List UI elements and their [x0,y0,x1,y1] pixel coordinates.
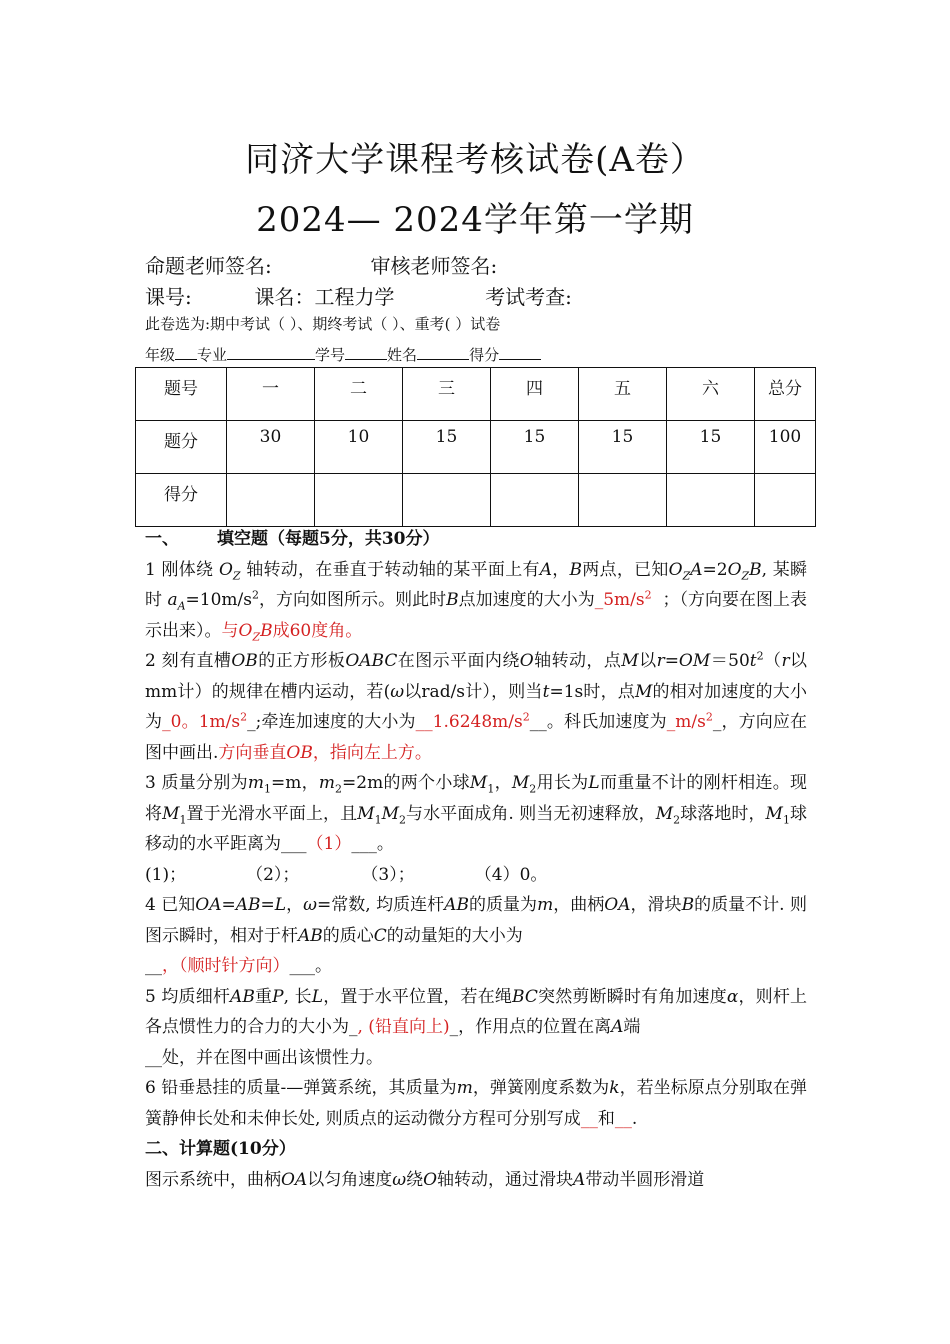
section1-heading [145,524,807,555]
score-table [135,367,816,527]
table-cell: 100 [755,421,816,474]
grade-blank[interactable] [175,343,197,360]
table-cell: 10 [315,421,403,474]
question-1: 1 刚体绕 $O_Z$ 轴转动，在垂直于转动轴的某平面上有A，B两点，已知$O_ZA=2O_ZB$, 某瞬时 $a_A=10m/s^2$，方向如图所示。则此时B点加速度的大小为$\_5m/s^2$ ；（方向要在图上表示出来）。与$O_ZB$成60度角。 [145,559,808,643]
table-cell: 30 [227,421,315,474]
score-label: 得分 [469,346,500,364]
course-name-label: 课名：工程力学 [254,285,395,309]
table-cell: 题号 [136,368,227,421]
score-input-cell[interactable] [227,474,315,527]
student-no-blank[interactable] [345,343,387,360]
option-4[interactable]: （4）0。 [474,864,548,885]
reviewer-label: 审核老师签名: [370,254,498,278]
course-no-label: 课号: [145,285,192,309]
major-blank[interactable] [227,343,315,360]
table-header-row [136,368,816,421]
answer-blank: $\_\_1.6248m/s^2$ [415,710,530,732]
score-input-cell[interactable] [403,474,491,527]
name-blank[interactable] [417,343,469,360]
answer-direction: 与$O_ZB$成60度角。 [221,620,363,643]
question-4: 4 已知OA=AB=L，ω=常数, 均质连杆AB的质量为m，曲柄OA，滑块B的质量不计. 则图示瞬时，相对于杆AB的质心C的动量矩的大小为 __，（顺时针方向）___。 [145,895,808,976]
question-3-options [145,860,807,891]
setter-label: 命题老师签名: [145,254,272,278]
table-cell: 四 [491,368,579,421]
question-2: 2 刻有直槽OB的正方形板OABC在图示平面内绕O轴转动，点M以$r=OM=50t^2(r$以mm计）的规律在槽内运动，若(ω以rad/s计），则当t=1s时，点M的相对加速度的大小为_0。$1m/s^2\_$;牵连加速度的大小为$\_\_1.6248m/s^2\_\_$。科氏加速度为$\_m/s^2\_$，方向应在图中画出.方向垂直OB，指向左上方。 [145,649,808,763]
section1-number: 一、 [145,529,179,549]
student-no-label: 学号 [315,346,346,364]
student-info-row [145,343,541,365]
table-cell: 六 [667,368,755,421]
score-blank[interactable] [499,343,541,360]
name-label: 姓名 [387,346,418,364]
exam-body [145,524,807,1195]
section1-title: 填空题（每题5分，共30分） [217,529,440,549]
table-cell: 15 [491,421,579,474]
signature-row [145,250,497,279]
option-1[interactable]: (1)； [145,864,187,885]
score-input-cell[interactable] [755,474,816,527]
section2-problem: 图示系统中，曲柄OA以匀角速度ω绕O轴转动，通过滑块A带动半圆形滑道 [145,1169,705,1190]
table-cell: 一 [227,368,315,421]
exam-title: 同济大学课程考核试卷(A卷） [245,140,705,180]
table-cell: 15 [667,421,755,474]
table-row [136,474,816,527]
question-3: 3 质量分别为$m_1=m$，$m_2=2m$的两个小球$M_1$，$M_2$用长为L而重量不计的刚杆相连。现将$M_1$置于光滑水平面上，且$M_1M_2$与水平面成角. 则当无初速释放，$M_2$球落地时，$M_1$球移动的水平距离为___（1）___。 [145,773,808,854]
table-cell: 总分 [755,368,816,421]
answer-blank: _m/s [666,712,706,732]
section2-heading: 二、计算题(10分） [145,1139,296,1159]
table-cell: 15 [403,421,491,474]
answer-blank: _0。$1m/s^2$ [162,710,248,732]
answer-blank: ，（顺时针方向） [162,956,290,976]
score-input-cell[interactable] [491,474,579,527]
exam-term: 2024— 2024学年第一学期 [256,200,694,240]
answer-blank: , (铅直向上) [357,1017,450,1037]
option-2[interactable]: （2）； [246,864,300,885]
exam-type-label: 考试考查: [485,285,572,309]
option-3[interactable]: （3）； [361,864,415,885]
table-cell: 得分 [136,474,227,527]
paper-choice: 此卷选为:期中考试（ ）、期终考试（ ）、重考( ）试卷 [145,315,501,333]
score-input-cell[interactable] [579,474,667,527]
table-cell: 三 [403,368,491,421]
table-cell: 五 [579,368,667,421]
grade-label: 年级 [145,346,176,364]
score-input-cell[interactable] [667,474,755,527]
question-5: 5 均质细杆AB重P, 长L，置于水平位置，若在绳BC突然剪断瞬时有角加速度α，则杆上各点惯性力的合力的大小为_, (铅直向上)_，作用点的位置在离A端 __处，并在图中画出该惯性力。 [145,986,808,1068]
major-label: 专业 [197,346,228,364]
answer-direction: 方向垂直OB，指向左上方。 [218,742,432,763]
answer-blank: （1） [306,834,352,854]
table-cell: 二 [315,368,403,421]
table-row [136,421,816,474]
course-row [145,281,572,310]
question-6: 6 铅垂悬挂的质量-—弹簧系统，其质量为m，弹簧刚度系数为k，若坐标原点分别取在弹簧静伸长处和未伸长处, 则质点的运动微分方程可分别写成__和__. [145,1078,808,1129]
table-cell: 题分 [136,421,227,474]
answer-blank: $\_5m/s^2$ [594,588,652,610]
table-cell: 15 [579,421,667,474]
score-input-cell[interactable] [315,474,403,527]
